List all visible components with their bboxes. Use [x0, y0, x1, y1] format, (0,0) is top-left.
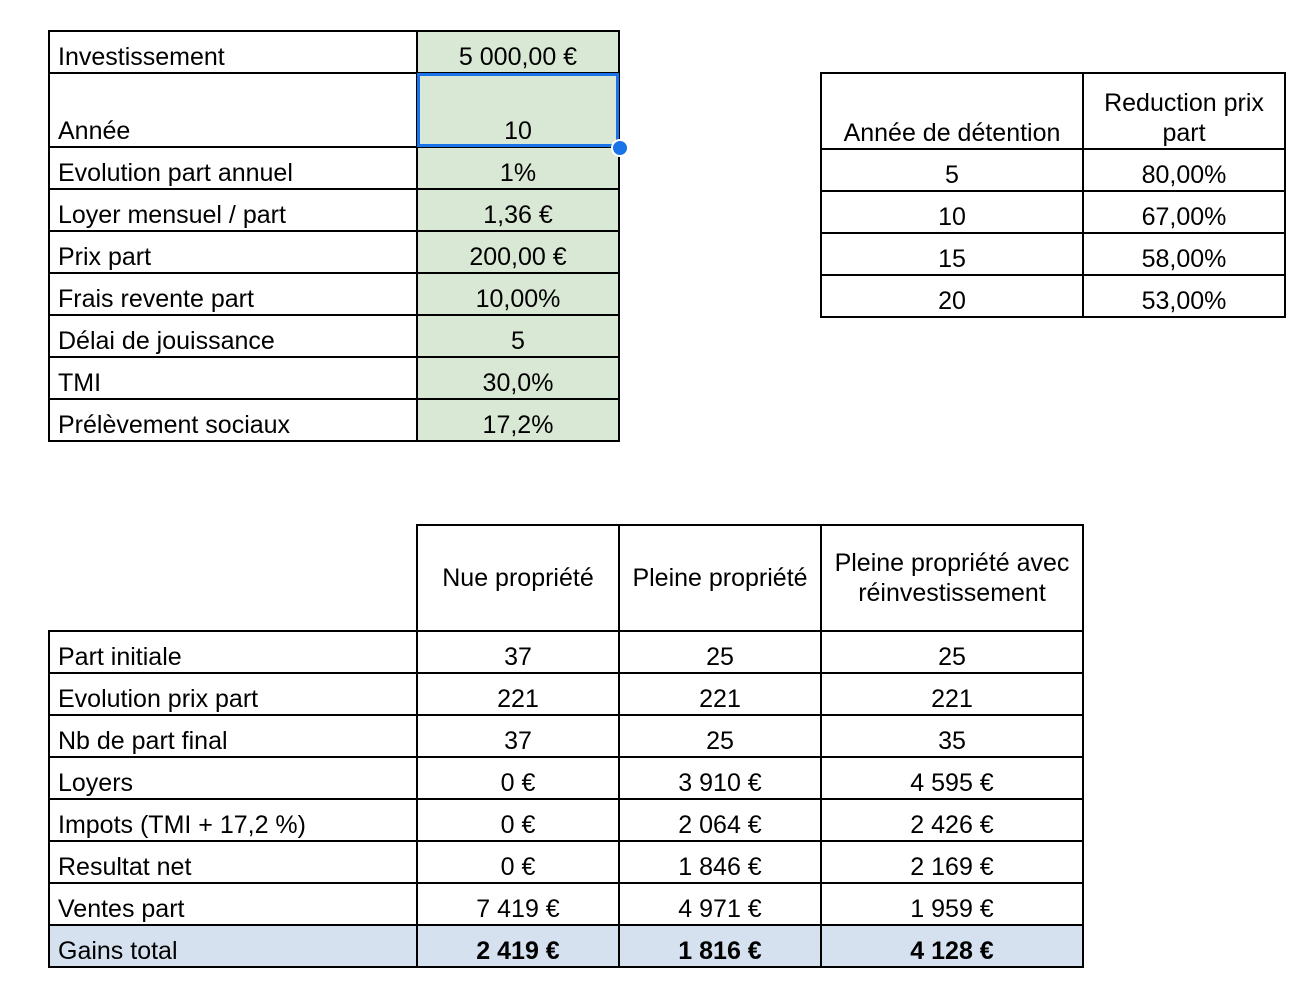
reduction-rate[interactable]: 53,00%	[1083, 275, 1285, 317]
header-reduction-prix-part[interactable]: Reduction prix part	[1083, 73, 1285, 149]
row-label[interactable]: Ventes part	[49, 883, 417, 925]
value-cell[interactable]: 7 419 €	[417, 883, 619, 925]
reduction-row	[821, 149, 1285, 191]
param-value-prix-part[interactable]: 200,00 €	[417, 231, 619, 273]
param-label[interactable]: Frais revente part	[49, 273, 417, 315]
value-cell[interactable]: 3 910 €	[619, 757, 821, 799]
value-cell[interactable]: 221	[619, 673, 821, 715]
param-label[interactable]: Loyer mensuel / part	[49, 189, 417, 231]
reduction-row	[821, 233, 1285, 275]
reduction-rate[interactable]: 58,00%	[1083, 233, 1285, 275]
empty-corner-cell[interactable]	[49, 525, 417, 631]
value-cell[interactable]: 0 €	[417, 841, 619, 883]
param-row-evolution	[49, 147, 619, 189]
param-label[interactable]: Investissement	[49, 31, 417, 73]
header-pleine-propriete-reinvest[interactable]: Pleine propriété avec réinvestissement	[821, 525, 1083, 631]
reduction-rate[interactable]: 67,00%	[1083, 191, 1285, 233]
value-cell[interactable]: 221	[821, 673, 1083, 715]
reduction-year[interactable]: 10	[821, 191, 1083, 233]
results-row-ventes-part	[49, 883, 1083, 925]
total-value-cell[interactable]: 4 128 €	[821, 925, 1083, 967]
reduction-row	[821, 275, 1285, 317]
param-row-frais	[49, 273, 619, 315]
value-cell[interactable]: 2 169 €	[821, 841, 1083, 883]
value-cell[interactable]: 1 959 €	[821, 883, 1083, 925]
header-nue-propriete[interactable]: Nue propriété	[417, 525, 619, 631]
value-cell[interactable]: 2 064 €	[619, 799, 821, 841]
param-row-annee	[49, 73, 619, 147]
value-cell[interactable]: 25	[821, 631, 1083, 673]
header-pleine-propriete[interactable]: Pleine propriété	[619, 525, 821, 631]
reduction-year[interactable]: 5	[821, 149, 1083, 191]
param-label[interactable]: Evolution part annuel	[49, 147, 417, 189]
value-cell[interactable]: 4 595 €	[821, 757, 1083, 799]
selection-fill-handle[interactable]	[611, 139, 629, 157]
value-cell[interactable]: 25	[619, 715, 821, 757]
reduction-table	[820, 72, 1286, 318]
param-row-prelevement	[49, 399, 619, 441]
value-cell[interactable]: 25	[619, 631, 821, 673]
param-row-loyer	[49, 189, 619, 231]
value-cell[interactable]: 4 971 €	[619, 883, 821, 925]
total-label[interactable]: Gains total	[49, 925, 417, 967]
param-value-annee-selected-cell[interactable]: 10	[417, 73, 619, 147]
reduction-rate[interactable]: 80,00%	[1083, 149, 1285, 191]
param-value-frais[interactable]: 10,00%	[417, 273, 619, 315]
parameters-table	[48, 30, 620, 442]
param-row-tmi	[49, 357, 619, 399]
param-value-tmi[interactable]: 30,0%	[417, 357, 619, 399]
total-value-cell[interactable]: 2 419 €	[417, 925, 619, 967]
results-row-gains-total	[49, 925, 1083, 967]
param-value-investissement[interactable]: 5 000,00 €	[417, 31, 619, 73]
results-row-impots	[49, 799, 1083, 841]
param-value-evolution[interactable]: 1%	[417, 147, 619, 189]
row-label[interactable]: Resultat net	[49, 841, 417, 883]
value-cell[interactable]: 37	[417, 631, 619, 673]
row-label[interactable]: Loyers	[49, 757, 417, 799]
param-label[interactable]: Année	[49, 73, 417, 147]
results-row-loyers	[49, 757, 1083, 799]
value-cell[interactable]: 37	[417, 715, 619, 757]
value-cell[interactable]: 2 426 €	[821, 799, 1083, 841]
row-label[interactable]: Evolution prix part	[49, 673, 417, 715]
param-label[interactable]: Délai de jouissance	[49, 315, 417, 357]
reduction-year[interactable]: 15	[821, 233, 1083, 275]
reduction-year[interactable]: 20	[821, 275, 1083, 317]
header-annee-detention[interactable]: Année de détention	[821, 73, 1083, 149]
param-row-delai	[49, 315, 619, 357]
results-row-nb-part-final	[49, 715, 1083, 757]
results-row-part-initiale	[49, 631, 1083, 673]
value-cell[interactable]: 221	[417, 673, 619, 715]
param-value-prelevement[interactable]: 17,2%	[417, 399, 619, 441]
results-row-evolution-prix	[49, 673, 1083, 715]
results-table	[48, 524, 1084, 968]
results-header-row	[49, 525, 1083, 631]
row-label[interactable]: Nb de part final	[49, 715, 417, 757]
param-row-investissement	[49, 31, 619, 73]
param-label[interactable]: Prix part	[49, 231, 417, 273]
row-label[interactable]: Impots (TMI + 17,2 %)	[49, 799, 417, 841]
param-value-delai[interactable]: 5	[417, 315, 619, 357]
value-cell[interactable]: 35	[821, 715, 1083, 757]
param-row-prix-part	[49, 231, 619, 273]
results-row-resultat-net	[49, 841, 1083, 883]
reduction-header-row	[821, 73, 1285, 149]
reduction-row	[821, 191, 1285, 233]
value-cell[interactable]: 0 €	[417, 799, 619, 841]
param-value-loyer[interactable]: 1,36 €	[417, 189, 619, 231]
value-cell[interactable]: 0 €	[417, 757, 619, 799]
param-label[interactable]: TMI	[49, 357, 417, 399]
total-value-cell[interactable]: 1 816 €	[619, 925, 821, 967]
row-label[interactable]: Part initiale	[49, 631, 417, 673]
param-label[interactable]: Prélèvement sociaux	[49, 399, 417, 441]
value-cell[interactable]: 1 846 €	[619, 841, 821, 883]
